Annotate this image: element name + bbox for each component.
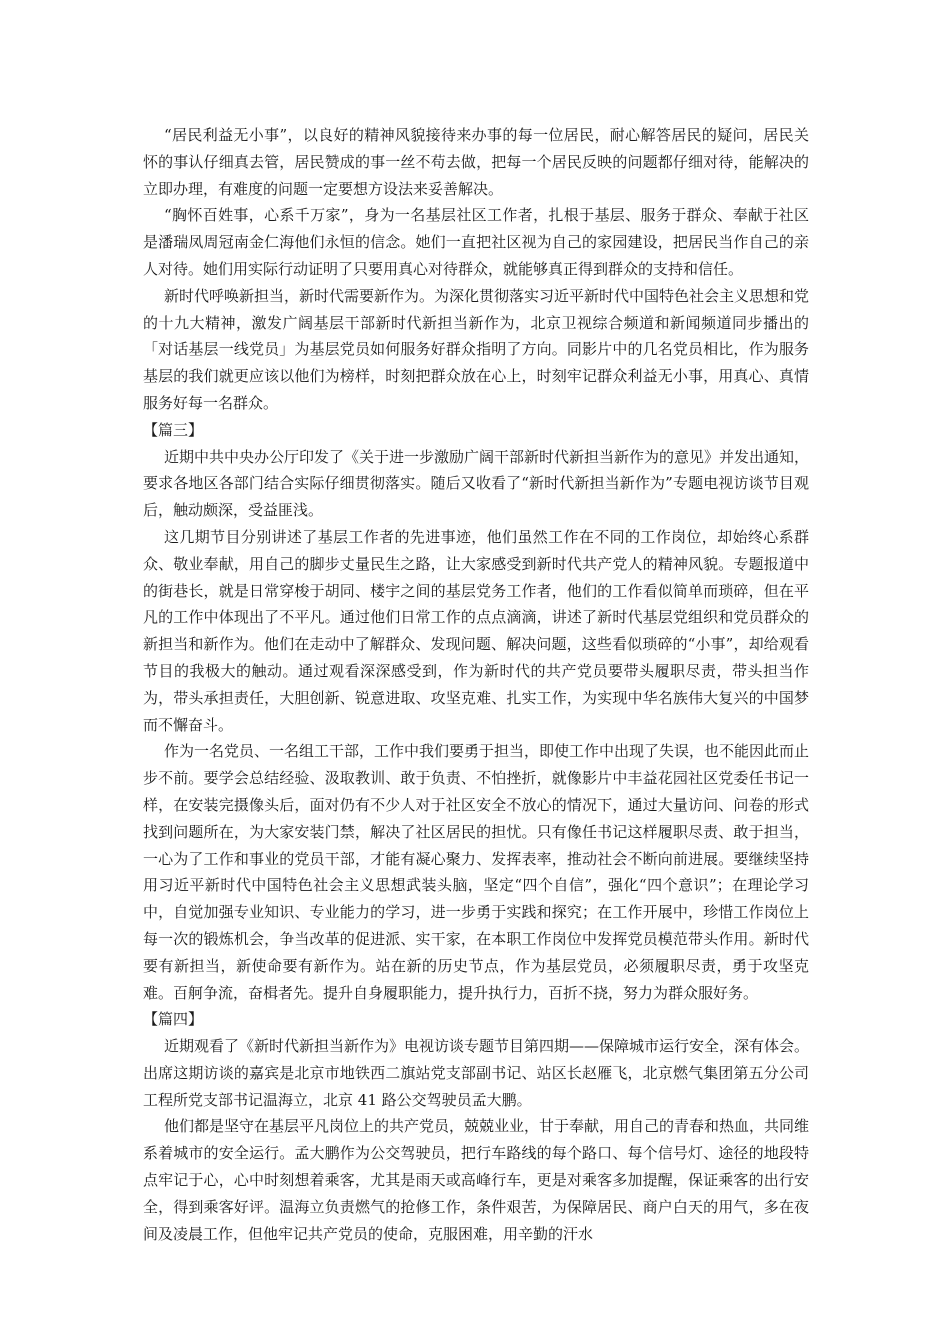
paragraph: 他们都是坚守在基层平凡岗位上的共产党员，兢兢业业，甘于奉献，用自己的青春和热血，共同维系着城市的安全运行。孟大鹏作为公交驾驶员，把行车路线的每个路口、每个信号灯、途径的地段特点牢记于心，心中时刻想着乘客，尤其是雨天或高峰行车，更是对乘客多加提醒，保证乘客的出行安全，得到乘客好评。温海立负责燃气的抢修工作，条件艰苦，为保障居民、商户白天的用气，多在夜间及凌晨工作，但他牢记共产党员的使命，克服困难，用辛勤的汗水 <box>143 1117 810 1243</box>
paragraph: 近期观看了《新时代新担当新作为》电视访谈专题节目第四期——保障城市运行安全，深有体会。出席这期访谈的嘉宾是北京市地铁西二旗站党支部副书记、站区长赵雁飞，北京燃气集团第五分公司工程所党支部书记温海立，北京 41 路公交驾驶员孟大鹏。 <box>143 1037 810 1109</box>
paragraph: “胸怀百姓事，心系千万家”，身为一名基层社区工作者，扎根于基层、服务于群众、奉献于社区是潘瑞凤周冠南金仁海他们永恒的信念。她们一直把社区视为自己的家园建设，把居民当作自己的亲人对待。她们用实际行动证明了只要用真心对待群众，就能够真正得到群众的支持和信任。 <box>143 206 809 278</box>
section-heading-4: 【篇四】 <box>143 1010 204 1029</box>
document-body <box>143 122 809 1247</box>
paragraph: 近期中共中央办公厅印发了《关于进一步激励广阔干部新时代新担当新作为的意见》并发出通知，要求各地区各部门结合实际仔细贯彻落实。随后又收看了“新时代新担当新作为”专题电视访谈节目观后，触动颇深，受益匪浅。 <box>143 447 810 520</box>
section-heading-3: 【篇三】 <box>143 420 204 439</box>
paragraph: 这几期节目分别讲述了基层工作者的先进事迹，他们虽然工作在不同的工作岗位，却始终心系群众、敬业奉献，用自己的脚步丈量民生之路，让大家感受到新时代共产党人的精神风貌。专题报道中的街巷长，就是日常穿梭于胡同、楼宇之间的基层党务工作者，他们的工作看似简单而琐碎，但在平凡的工作中体现出了不平凡。通过他们日常工作的点点滴滴，讲述了新时代基层党组织和党员群众的新担当和新作为。他们在走动中了解群众、发现问题、解决问题，这些看似琐碎的“小事”，却给观看节目的我极大的触动。通过观看深深感受到，作为新时代的共产党员要带头履职尽责，带头担当作为，带头承担责任，大胆创新、锐意进取、攻坚克难、扎实工作，为实现中华名族伟大复兴的中国梦而不懈奋斗。 <box>143 527 809 734</box>
paragraph: 新时代呼唤新担当，新时代需要新作为。为深化贯彻落实习近平新时代中国特色社会主义思想和党的十九大精神，激发广阔基层干部新时代新担当新作为，北京卫视综合频道和新闻频道同步播出的「对话基层一线党员」为基层党员如何服务好群众指明了方向。同影片中的几名党员相比，作为服务基层的我们就更应该以他们为榜样，时刻把群众放在心上，时刻牢记群众利益无小事，用真心、真情服务好每一名群众。 <box>143 286 810 412</box>
paragraph: “居民利益无小事”，以良好的精神风貌接待来办事的每一位居民，耐心解答居民的疑问，居民关怀的事认仔细真去管，居民赞成的事一丝不苟去做，把每一个居民反映的问题都仔细对待，能解决的立即办理，有难度的问题一定要想方设法来妥善解决。 <box>143 126 809 198</box>
paragraph: 作为一名党员、一名组工干部，工作中我们要勇于担当，即使工作中出现了失误，也不能因此而止步不前。要学会总结经验、汲取教训、敢于负责、不怕挫折，就像影片中丰益花园社区党委任书记一样，在安装完摄像头后，面对仍有不少人对于社区安全不放心的情况下，通过大量访问、问卷的形式找到问题所在，为大家安装门禁，解决了社区居民的担忧。只有像任书记这样履职尽责、敢于担当，一心为了工作和事业的党员干部，才能有凝心聚力、发挥表率，推动社会不断向前进展。要继续坚持用习近平新时代中国特色社会主义思想武装头脑，坚定“四个自信”，强化“四个意识”；在理论学习中，自觉加强专业知识、专业能力的学习，进一步勇于实践和探究；在工作开展中，珍惜工作岗位上每一次的锻炼机会，争当改革的促进派、实干家，在本职工作岗位中发挥党员模范带头作用。新时代要有新担当，新使命要有新作为。站在新的历史节点，作为基层党员，必须履职尽责，勇于攻坚克难。百舸争流，奋楫者先。提升自身履职能力，提升执行力，百折不挠，努力为群众服好务。 <box>143 742 810 1002</box>
